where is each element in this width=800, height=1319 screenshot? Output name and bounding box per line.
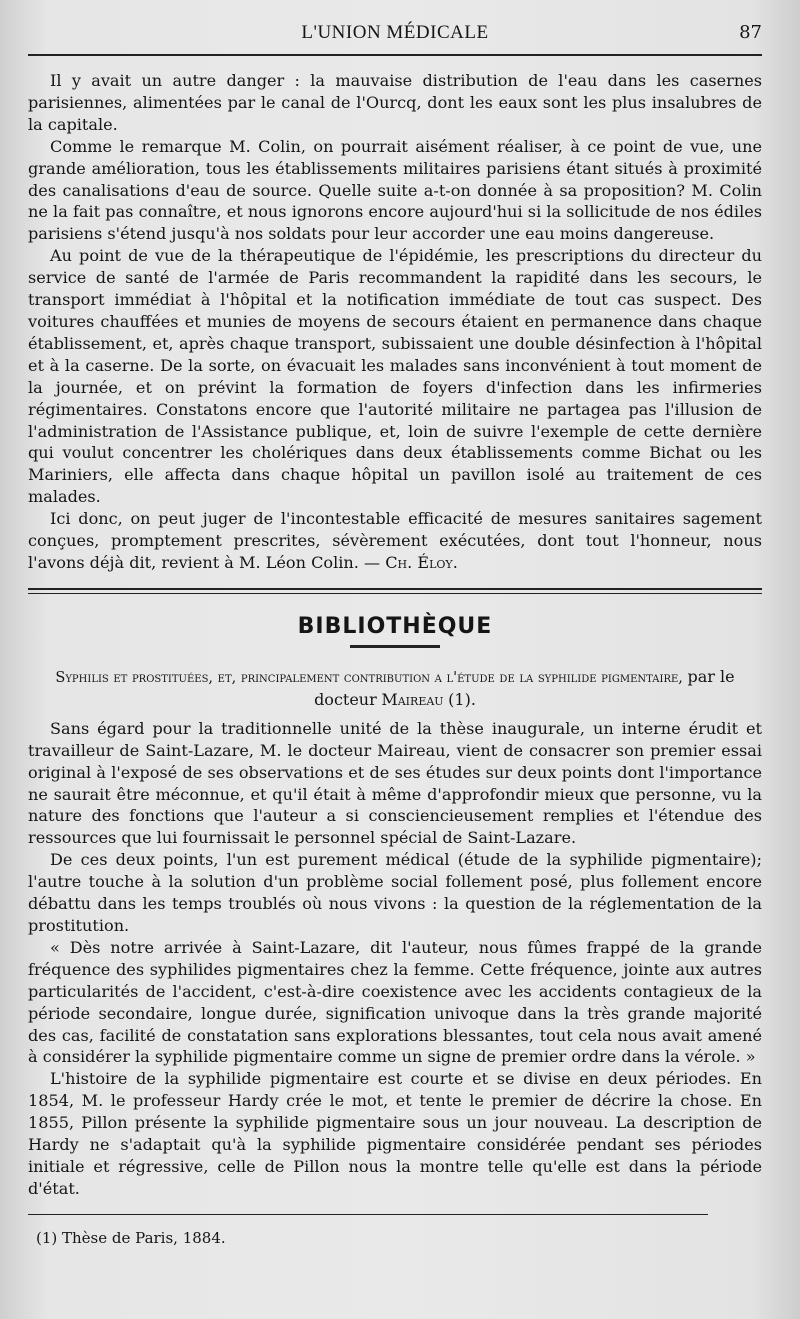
title-underline — [350, 645, 440, 648]
review-by: par le docteur — [314, 666, 735, 709]
review-author: Maireau — [381, 689, 444, 709]
closing-paragraph — [28, 508, 762, 574]
paragraph: « Dès notre arrivée à Saint-Lazare, dit l'auteur, nous fûmes frappé de la grande fréquence des syphilides pigmentaires chez la femme. Cette fréquence, jointe aux autres particularités de l'accident, c'est-à-dire coexistence avec les accidents contagieux de la période secondaire, longue durée, signification univoque dans la très grande majorité des cas, facilité de constatation sans explorations blessantes, tout cela nous avait amené à considérer la syphilide pigmentaire comme un signe de premier ordre dans la vérole. » — [28, 937, 762, 1067]
section-title: BIBLIOTHÈQUE — [297, 613, 493, 639]
closing-text: Ici donc, on peut juger de l'incontestable efficacité de mesures sanitaires sagement conçues, promptement prescrites, sévèrement exécutées, dont tout l'honneur, nous l'avons déjà dit, revient à M. Léon Colin. — — [28, 509, 762, 572]
paragraph: Sans égard pour la traditionnelle unité de la thèse inaugurale, un interne érudit et travailleur de Saint-Lazare, M. le docteur Maireau, vient de consacrer son premier essai original à l'exposé de ses observations et de ses études sur deux points dont l'importance ne saurait être méconnue, et qu'il était à même d'approfondir mieux que personne, vu la nature des fonctions que l'auteur a si consciencieusement remplies et l'étendue des ressources que lui fournissait le personnel spécial de Saint-Lazare. — [28, 718, 762, 848]
footnote-rule — [28, 1214, 708, 1215]
article-body — [28, 70, 762, 574]
review-body — [28, 718, 762, 1200]
review-heading — [28, 666, 762, 712]
journal-title: L'UNION MÉDICALE — [301, 22, 489, 43]
paragraph: Au point de vue de la thérapeutique de l'épidémie, les prescriptions du directeur du service de santé de l'armée de Paris recommandent la rapidité dans les secours, le transport immédiat à l'hôpital et la notification immédiate de tout cas suspect. Des voitures chauffées et munies de moyens de secours étaient en permanence dans chaque établissement, et, après chaque transport, subissaient une double désinfection à l'hôpital et à la caserne. De la sorte, on évacuait les malades sans inconvénient à tout moment de la journée, et on prévint la formation de foyers d'infection dans les infirmeries régimentaires. Constatons encore que l'autorité militaire ne partagea pas l'illusion de l'administration de l'Assistance publique, et, loin de suivre l'exemple de cette dernière qui voulut concentrer les cholériques dans deux établissements comme Bichat ou les Mariniers, elle affecta dans chaque hôpital un pavillon isolé au traitement de ces malades. — [28, 246, 762, 507]
section-divider — [28, 588, 762, 594]
page-number: 87 — [739, 22, 762, 43]
author-signature: Ch. Éloy. — [385, 552, 458, 572]
footnote-ref: (1). — [448, 689, 476, 709]
footnote: (1) Thèse de Paris, 1884. — [36, 1228, 226, 1247]
paragraph: De ces deux points, l'un est purement médical (étude de la syphilide pigmentaire); l'autre touche à la solution d'un problème social follement posé, plus follement encore débattu dans les temps troublés où nous vivons : la question de la réglementation de la prostitution. — [28, 850, 762, 935]
paragraph: Comme le remarque M. Colin, on pourrait aisément réaliser, à ce point de vue, une grande amélioration, tous les établissements militaires parisiens étant situés à proximité des canalisations d'eau de source. Quelle suite a-t-on donnée à sa proposition? M. Colin ne la fait pas connaître, et nous ignorons encore aujourd'hui si la sollicitude de nos édiles parisiens s'étend jusqu'à nos soldats pour leur accorder une eau moins dangereuse. — [28, 136, 762, 244]
running-head — [28, 14, 762, 44]
review-title: Syphilis et prostituées, et, principalement contribution a l'étude de la syphilide pigmentaire, — [55, 669, 683, 686]
paragraph: Il y avait un autre danger : la mauvaise distribution de l'eau dans les casernes parisiennes, alimentées par le canal de l'Ourcq, dont les eaux sont les plus insalubres de la capitale. — [28, 71, 762, 134]
paragraph: L'histoire de la syphilide pigmentaire est courte et se divise en deux périodes. En 1854, M. le professeur Hardy crée le mot, et tente le premier de décrire la chose. En 1855, Pillon présente la syphilide pigmentaire sous un jour nouveau. La description de Hardy ne s'adaptait qu'à la syphilide pigmentaire considérée pendant ses périodes initiale et régressive, celle de Pillon nous la montre telle qu'elle est dans la période d'état. — [28, 1069, 762, 1198]
header-rule — [28, 54, 762, 56]
